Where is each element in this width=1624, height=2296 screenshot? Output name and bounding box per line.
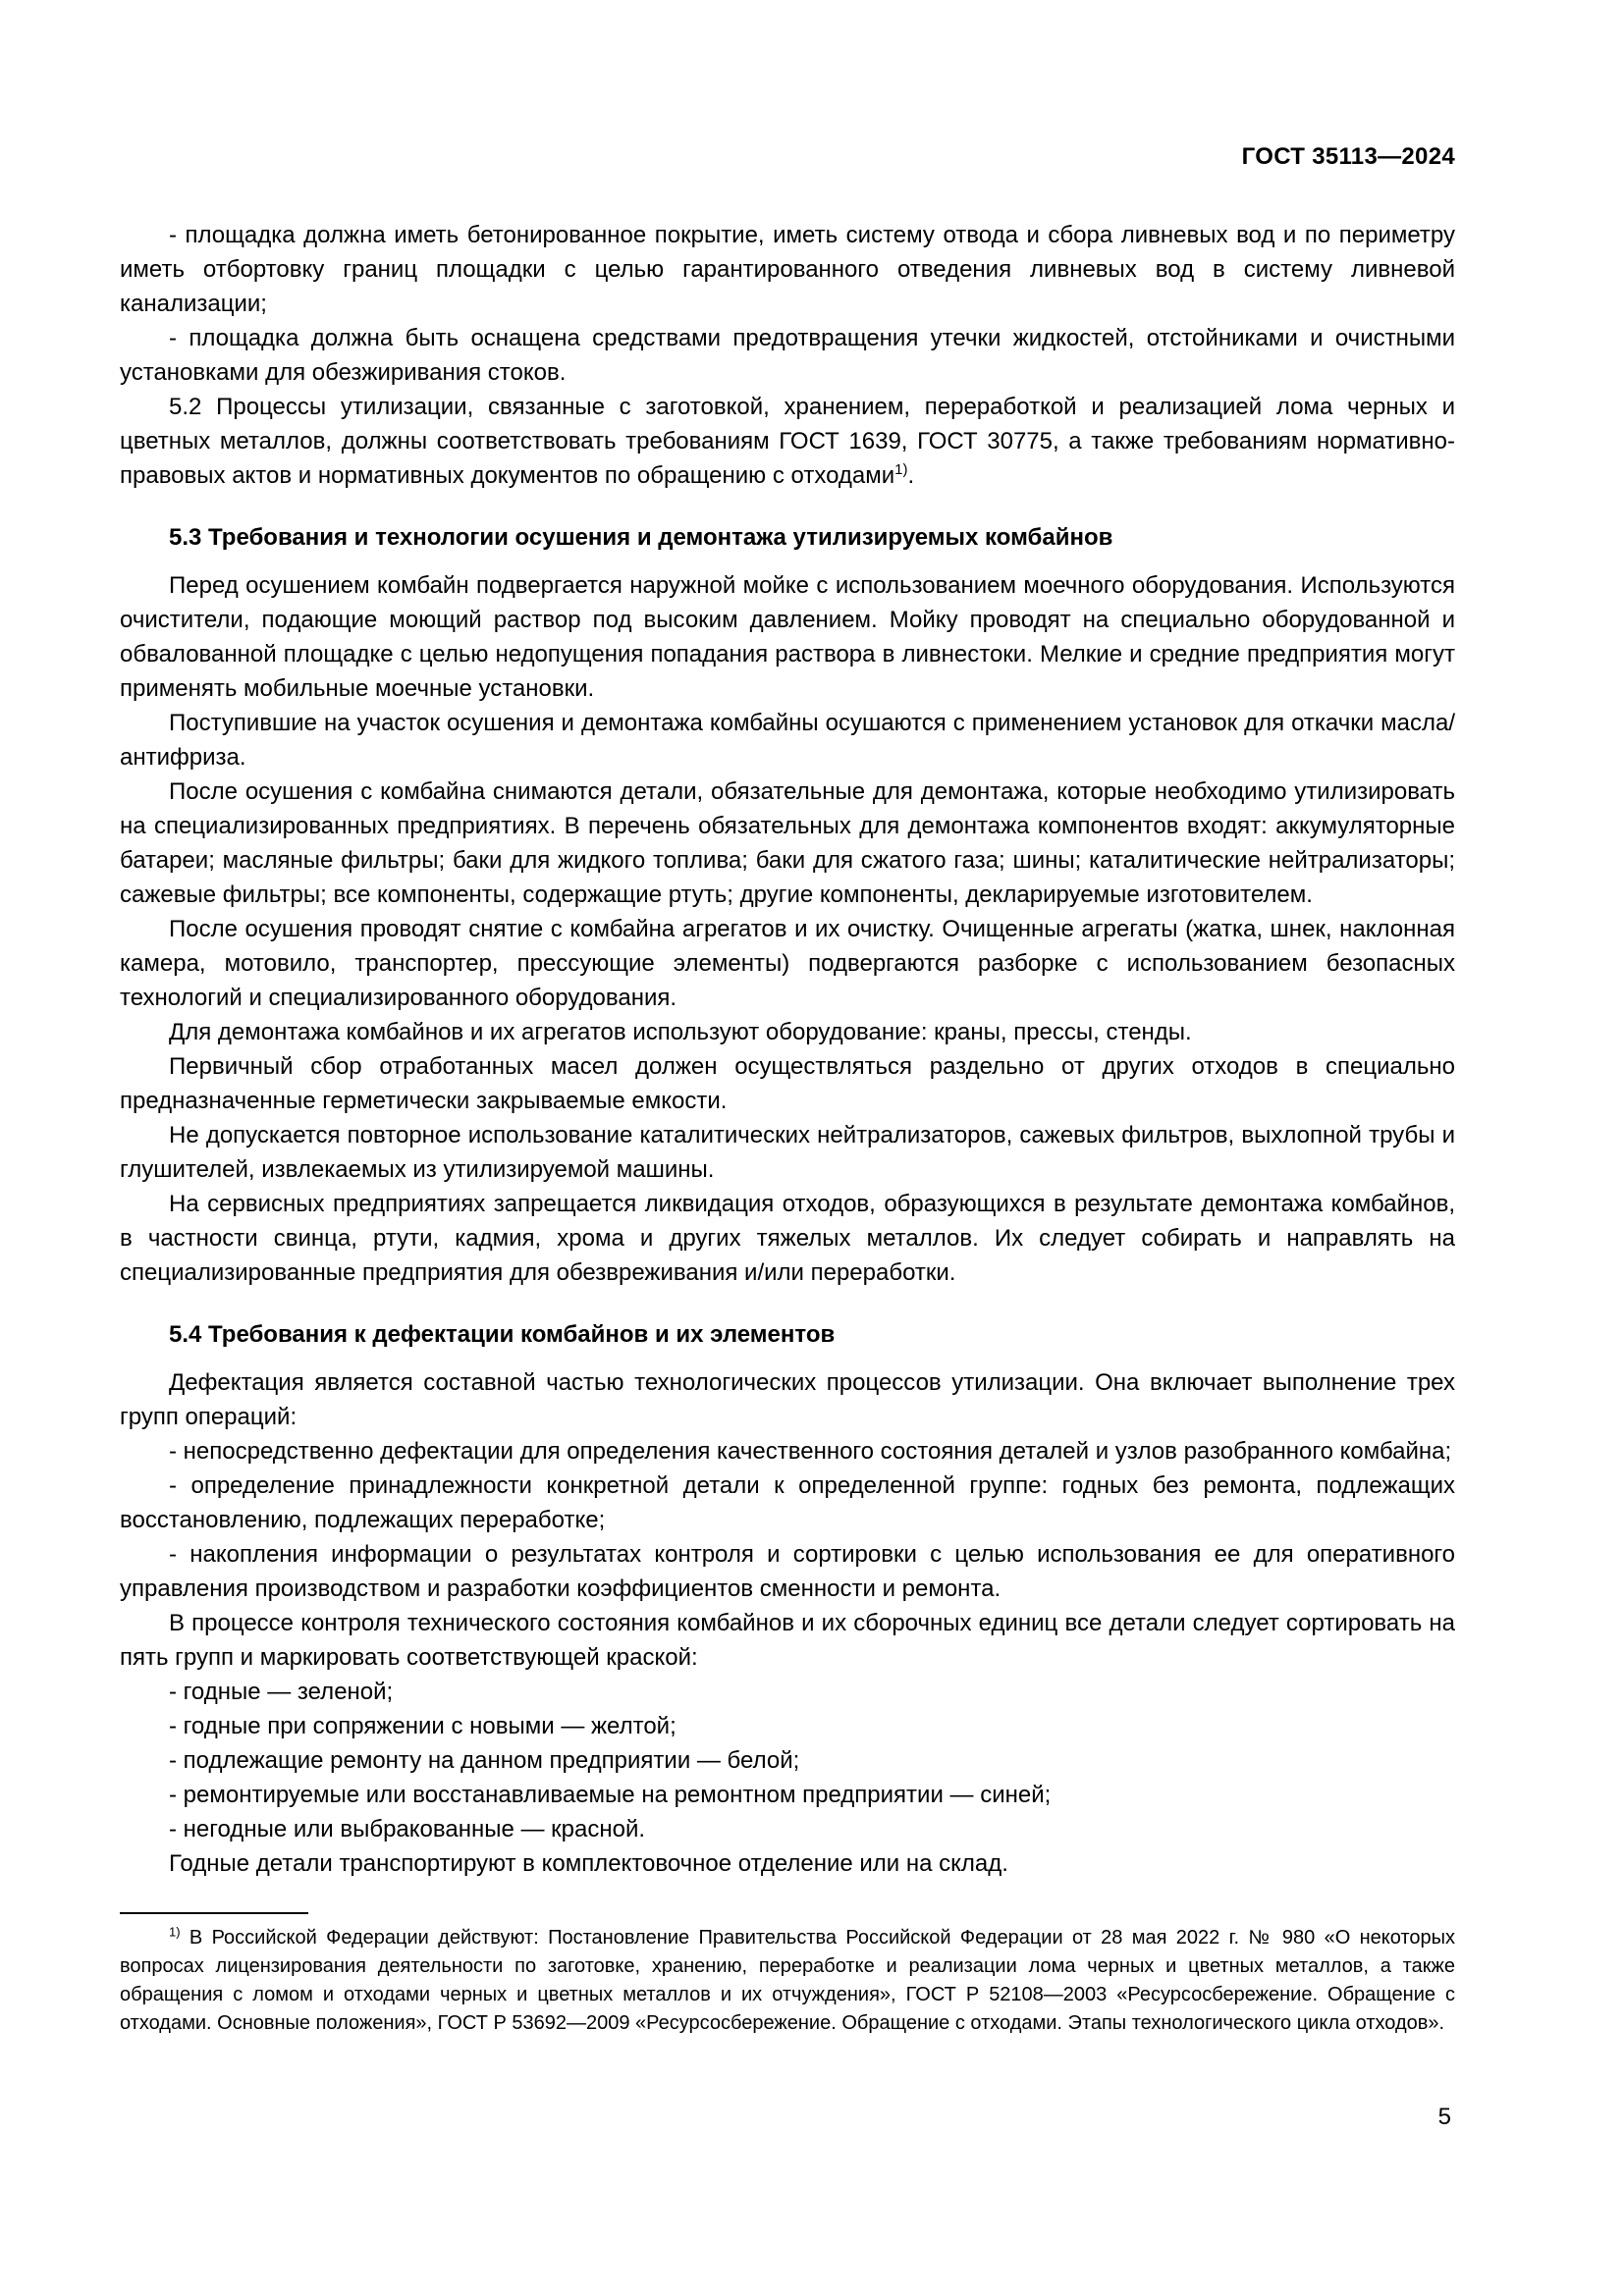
- footnote: [120, 1924, 1455, 2038]
- para-aggregates: После осушения проводят снятие с комбайна агрегатов и их очистку. Очищенные агрегаты (жатка, шнек, наклонная камера, мотовило, транспортер, прессующие элементы) подвергаются разборке с использованием безопасных технологий и специализированного оборудования.: [120, 916, 1455, 1011]
- para-closing: Годные детали транспортируют в комплектовочное отделение или на склад.: [169, 1850, 1008, 1877]
- document-body: [120, 218, 1455, 2038]
- list-item-color-blue: - ремонтируемые или восстанавливаемые на ремонтном предприятии — синей;: [169, 1782, 1052, 1808]
- list-item-color-yellow: - годные при сопряжении с новыми — желтой;: [169, 1713, 677, 1739]
- para-sorting-intro: В процессе контроля технического состояния комбайнов и их сборочных единиц все детали следует сортировать на пять групп и маркировать соответствующей краской:: [120, 1610, 1455, 1671]
- para-hazardous-waste: На сервисных предприятиях запрещается ликвидация отходов, образующихся в результате демонтажа комбайнов, в частности свинца, ртути, кадмия, хрома и других тяжелых металлов. Их следует собирать и направлять на специализированные предприятия для обезвреживания и/или переработки.: [120, 1191, 1455, 1286]
- page-header: [120, 143, 1455, 171]
- para-defectation-intro: Дефектация является составной частью технологических процессов утилизации. Она включает выполнение трех групп операций:: [120, 1369, 1455, 1430]
- heading-5-4: 5.4 Требования к дефектации комбайнов и их элементов: [169, 1321, 836, 1348]
- list-item-operation-1: - непосредственно дефектации для определения качественного состояния деталей и узлов разобранного комбайна;: [169, 1438, 1452, 1465]
- footnote-body: В Российской Федерации действуют: Постановление Правительства Российской Федерации от 28 мая 2022 г. № 980 «О некоторых вопросах лицензирования деятельности по заготовке, хранению, переработке и реализации лома черных и цветных металлов, а также обращения с ломом и отходами черных и цветных металлов и их отчуждения», ГОСТ Р 52108—2003 «Ресурсосбережение. Обращение с отходами. Основные положения», ГОСТ Р 53692—2009 «Ресурсосбережение. Обращение с отходами. Этапы технологического цикла отходов».: [120, 1927, 1456, 2034]
- heading-5-3: 5.3 Требования и технологии осушения и демонтажа утилизируемых комбайнов: [169, 524, 1113, 551]
- list-item-color-red: - негодные или выбракованные — красной.: [169, 1816, 646, 1842]
- footnote-separator: [120, 1912, 308, 1914]
- list-item-operation-2: - определение принадлежности конкретной детали к определенной группе: годных без ремонта, подлежащих восстановлению, подлежащих переработке;: [120, 1472, 1455, 1533]
- clause-5-2-text: 5.2 Процессы утилизации, связанные с заготовкой, хранением, переработкой и реализацией лома черных и цветных металлов, должны соответствовать требованиям ГОСТ 1639, ГОСТ 30775, а также требованиям нормативно-правовых актов и нормативных документов по обращению с отходами: [120, 394, 1455, 489]
- doc-number: ГОСТ 35113—2024: [1241, 143, 1455, 170]
- list-item-color-green: - годные — зеленой;: [169, 1679, 394, 1705]
- para-washing: Перед осушением комбайн подвергается наружной мойке с использованием моечного оборудования. Используются очистители, подающие моющий раствор под высоким давлением. Мойку проводят на специально оборудованной и обвалованной площадке с целью недопущения попадания раствора в ливнестоки. Мелкие и средние предприятия могут применять мобильные моечные установки.: [120, 572, 1455, 702]
- page-number: 5: [1437, 2104, 1451, 2130]
- para-equipment: Для демонтажа комбайнов и их агрегатов используют оборудование: краны, прессы, стенды.: [169, 1019, 1192, 1045]
- para-no-reuse: Не допускается повторное использование каталитических нейтрализаторов, сажевых фильтров, выхлопной трубы и глушителей, извлекаемых из утилизируемой машины.: [120, 1122, 1455, 1183]
- footnote-area: [120, 1912, 1455, 2038]
- para-oil-collection: Первичный сбор отработанных масел должен осуществляться раздельно от других отходов в специально предназначенные герметически закрываемые емкости.: [120, 1053, 1455, 1114]
- footnote-marker: 1): [169, 1924, 181, 1940]
- para-draining: Поступившие на участок осушения и демонтажа комбайны осушаются с применением установок для откачки масла/антифриза.: [120, 710, 1455, 771]
- list-item-operation-3: - накопления информации о результатах контроля и сортировки с целью использования ее для оперативного управления производством и разработки коэффициентов сменности и ремонта.: [120, 1541, 1455, 1602]
- list-item-drainage: - площадка должна иметь бетонированное покрытие, иметь систему отвода и сбора ливневых вод и по периметру иметь отбортовку границ площадки с целью гарантированного отведения ливневых вод в систему ливневой канализации;: [120, 222, 1455, 317]
- clause-5-2: [120, 390, 1455, 493]
- clause-5-2-tail: .: [907, 462, 915, 489]
- list-item-treatment: - площадка должна быть оснащена средствами предотвращения утечки жидкостей, отстойниками и очистными установками для обезжиривания стоков.: [120, 325, 1455, 386]
- footnote-reference: 1): [894, 461, 908, 478]
- list-item-color-white: - подлежащие ремонту на данном предприятии — белой;: [169, 1747, 800, 1774]
- para-mandatory-parts: После осушения с комбайна снимаются детали, обязательные для демонтажа, которые необходимо утилизировать на специализированных предприятиях. В перечень обязательных для демонтажа компонентов входят: аккумуляторные батареи; масляные фильтры; баки для жидкого топлива; баки для сжатого газа; шины; каталитические нейтрализаторы; сажевые фильтры; все компоненты, содержащие ртуть; другие компоненты, декларируемые изготовителем.: [120, 778, 1455, 908]
